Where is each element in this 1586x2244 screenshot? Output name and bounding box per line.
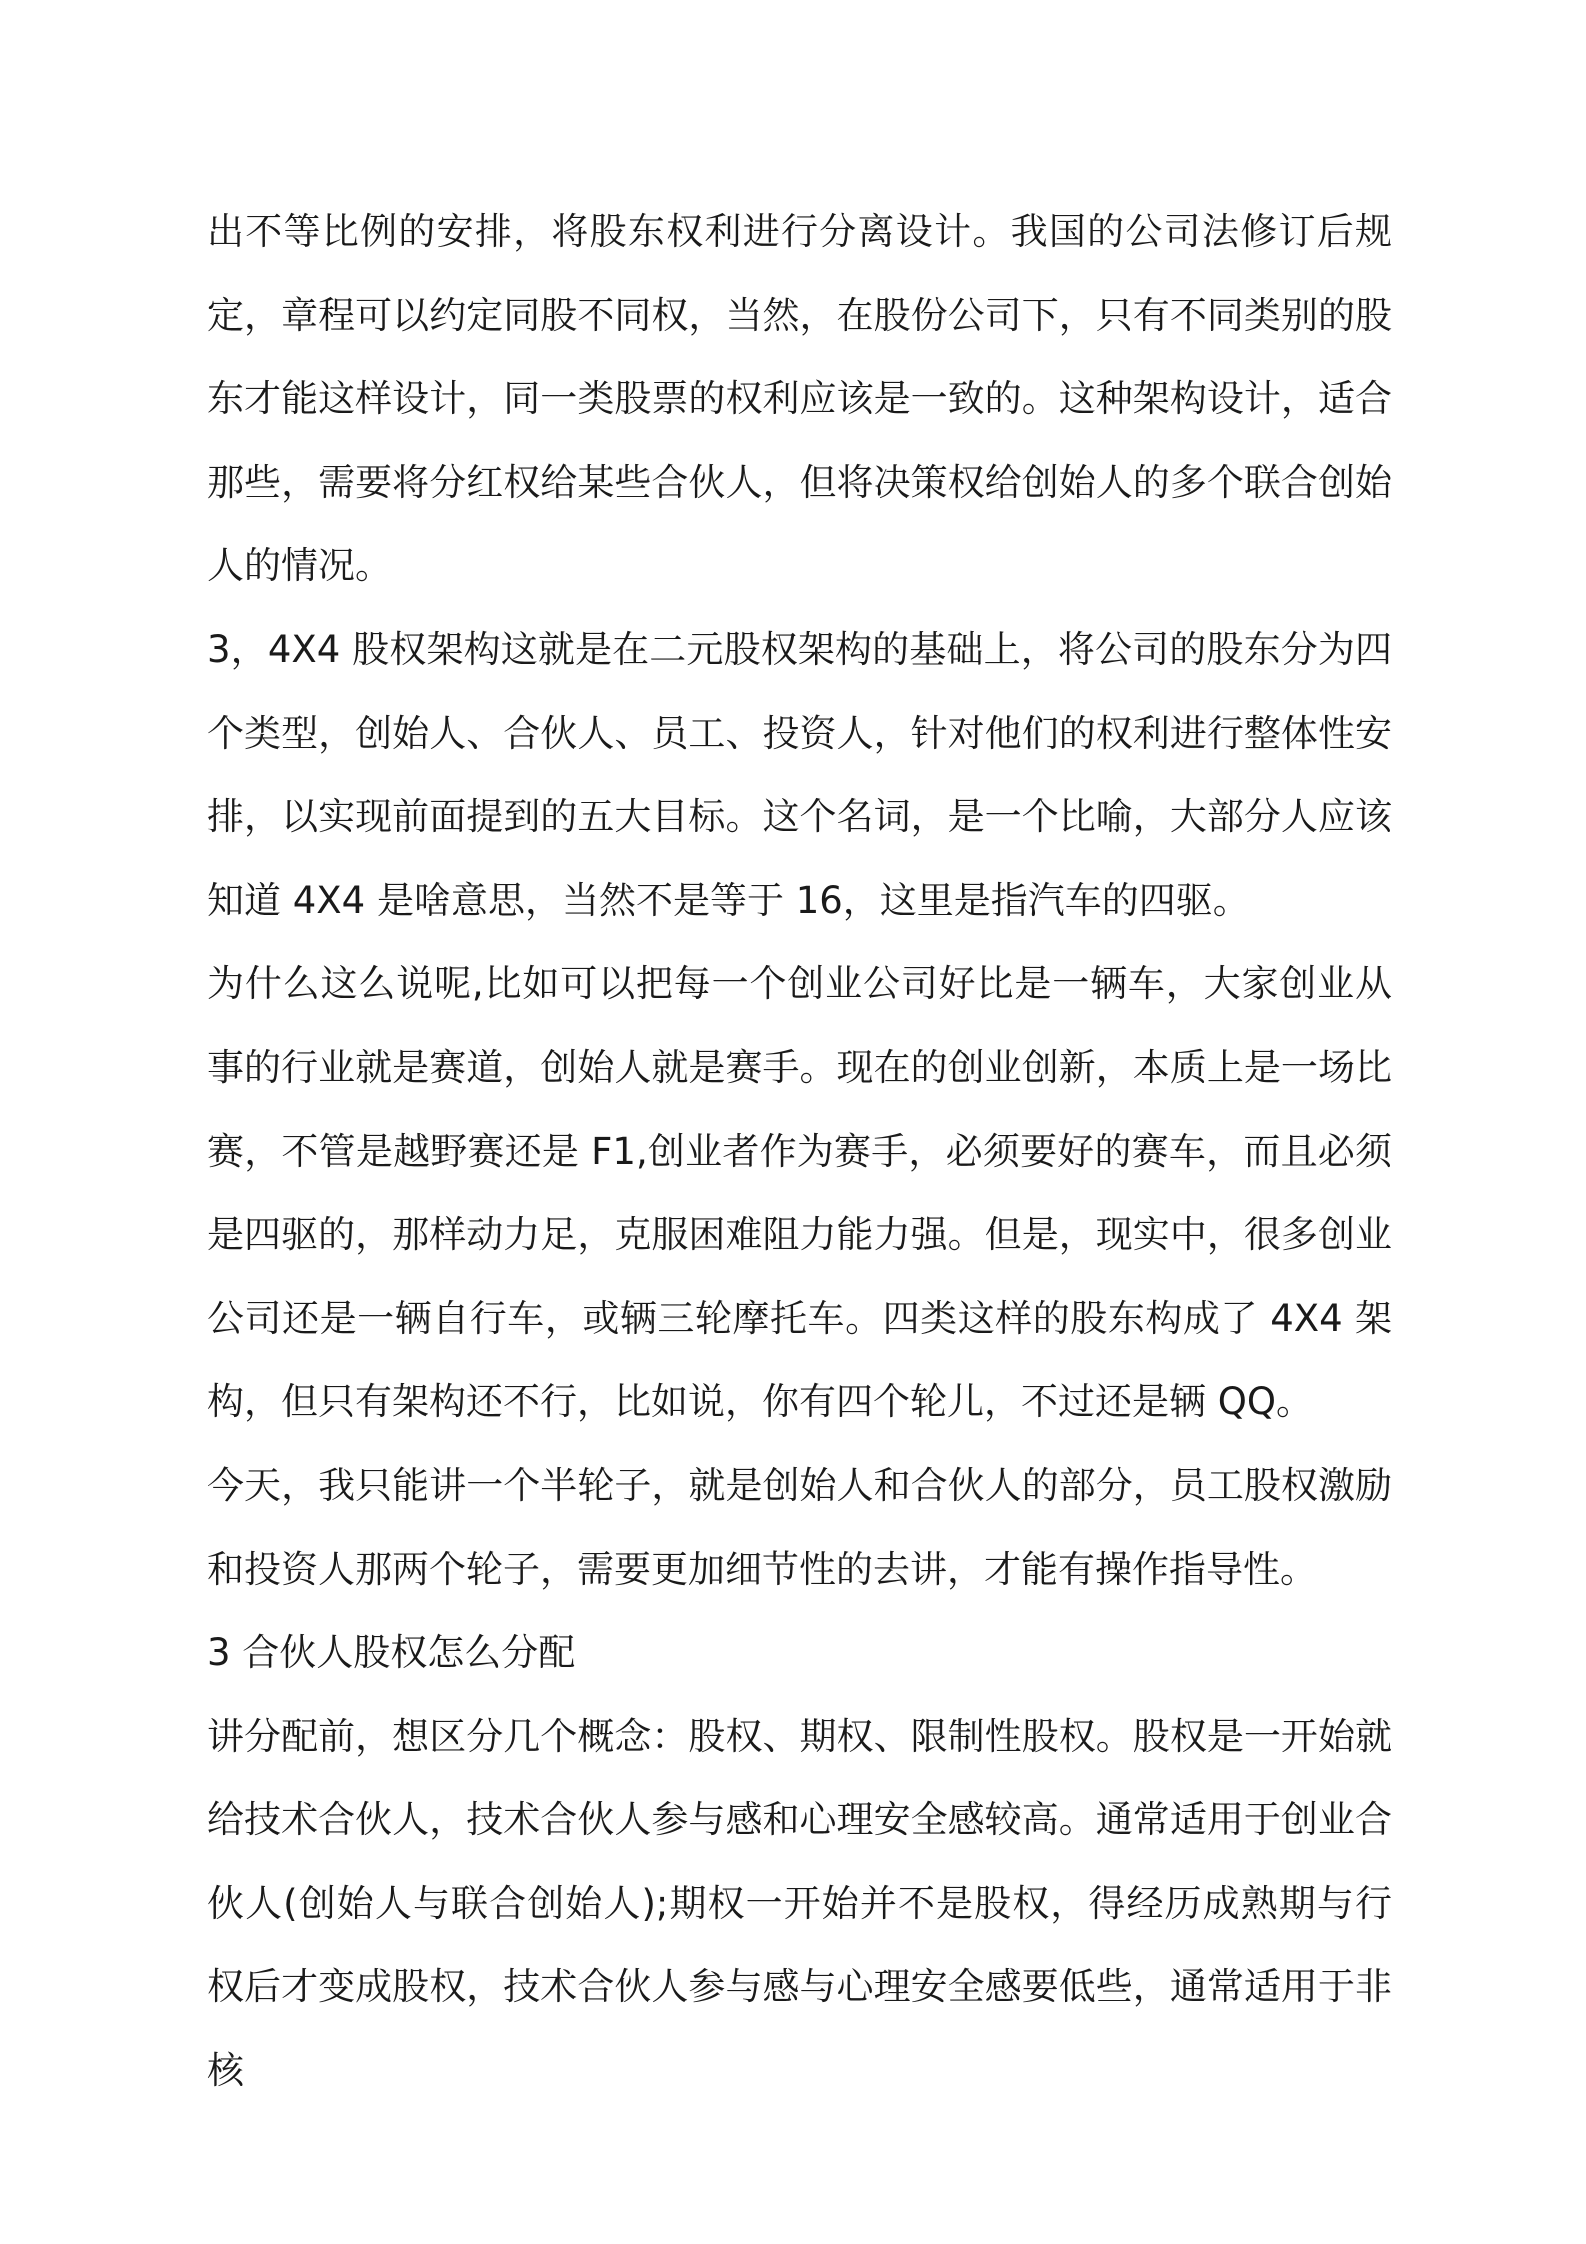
section-heading-partner-equity: 3 合伙人股权怎么分配	[207, 1631, 576, 1675]
paragraph-4x4-structure: 3，4X4 股权架构这就是在二元股权架构的基础上，将公司的股东分为四个类型，创始人、合伙人、员工、投资人，针对他们的权利进行整体性安排，以实现前面提到的五大目标。这个名词，是一个比喻，大部分人应该知道 4X4 是啥意思，当然不是等于 16，这里是指汽车的四驱。	[207, 627, 1392, 922]
paragraph-today-scope: 今天，我只能讲一个半轮子，就是创始人和合伙人的部分，员工股权激励和投资人那两个轮子，需要更加细节性的去讲，才能有操作指导性。	[207, 1463, 1392, 1591]
paragraph-dual-class-structure: 出不等比例的安排，将股东权利进行分离设计。我国的公司法修订后规定，章程可以约定同股不同权，当然，在股份公司下，只有不同类别的股东才能这样设计，同一类股票的权利应该是一致的。这种架构设计，适合那些，需要将分红权给某些合伙人，但将决策权给创始人的多个联合创始人的情况。	[207, 210, 1392, 588]
paragraph-equity-concepts: 讲分配前，想区分几个概念：股权、期权、限制性股权。股权是一开始就给技术合伙人，技术合伙人参与感和心理安全感较高。通常适用于创业合伙人(创始人与联合创始人);期权一开始并不是股权，得经历成熟期与行权后才变成股权，技术合伙人参与感与心理安全感要低些，通常适用于非核	[207, 1714, 1392, 2093]
document-body	[207, 190, 1392, 2113]
paragraph-car-metaphor: 为什么这么说呢,比如可以把每一个创业公司好比是一辆车，大家创业从事的行业就是赛道，创始人就是赛手。现在的创业创新，本质上是一场比赛，不管是越野赛还是 F1,创业者作为赛手，必须要好的赛车，而且必须是四驱的，那样动力足，克服困难阻力能力强。但是，现实中，很多创业公司还是一辆自行车，或辆三轮摩托车。四类这样的股东构成了 4X4 架构，但只有架构还不行，比如说，你有四个轮儿，不过还是辆 QQ。	[207, 962, 1392, 1424]
